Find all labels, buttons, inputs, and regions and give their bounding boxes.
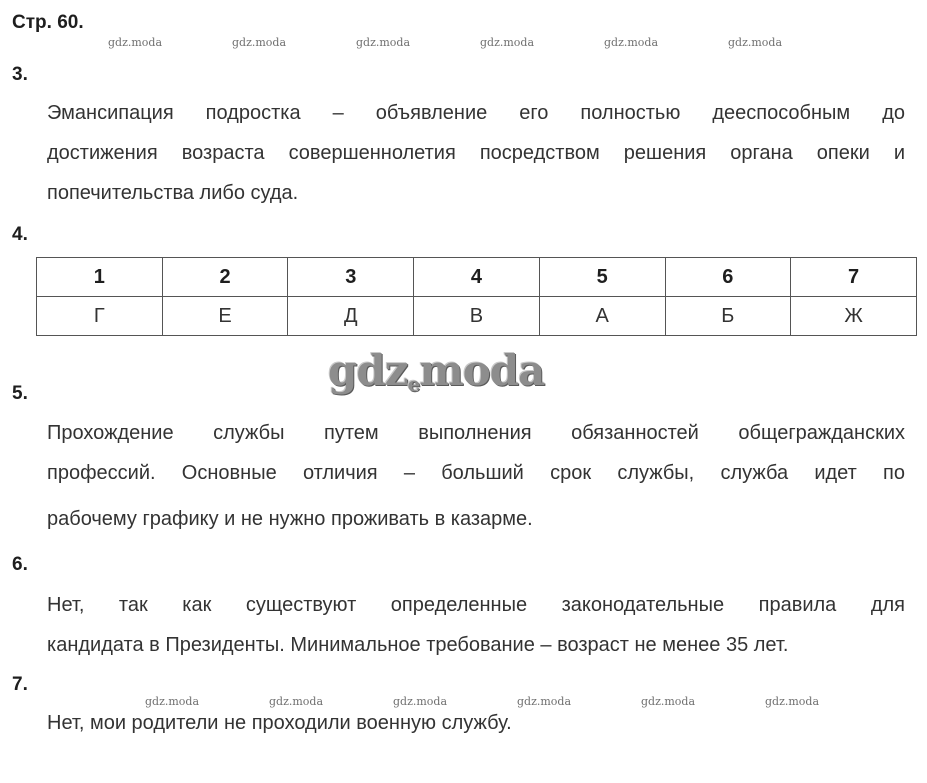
table-header-cell: 4 bbox=[414, 258, 540, 297]
watermark-logo bbox=[328, 346, 544, 396]
watermark-text: gdz.moda bbox=[356, 36, 411, 49]
answer-line: рабочему графику и не нужно проживать в казарме. bbox=[47, 508, 533, 530]
watermark-text: gdz.moda bbox=[108, 36, 163, 49]
table-cell: Е bbox=[162, 297, 288, 336]
watermark-text: gdz.moda bbox=[765, 695, 820, 708]
watermark-text: gdz.moda bbox=[232, 36, 287, 49]
answer-paragraph bbox=[47, 93, 905, 213]
question-number: 5. bbox=[12, 383, 28, 404]
table-cell: Ж bbox=[791, 297, 917, 336]
table-row bbox=[37, 297, 917, 336]
question-number: 6. bbox=[12, 554, 28, 575]
answer-line: Эмансипация подростка – объявление его полностью дееспособным до bbox=[47, 102, 905, 124]
table-header-row bbox=[37, 258, 917, 297]
table-cell: В bbox=[414, 297, 540, 336]
table-header-cell: 2 bbox=[162, 258, 288, 297]
answer-paragraph bbox=[47, 585, 905, 665]
watermark-logo-separator: e bbox=[407, 372, 420, 396]
watermark-text: gdz.moda bbox=[145, 695, 200, 708]
table-cell: А bbox=[539, 297, 665, 336]
table-header-cell: 7 bbox=[791, 258, 917, 297]
watermark-text: gdz.moda bbox=[728, 36, 783, 49]
answer-line: профессий. Основные отличия – больший срок службы, служба идет по bbox=[47, 462, 905, 484]
watermark-text: gdz.moda bbox=[604, 36, 659, 49]
watermark-text: gdz.moda bbox=[517, 695, 572, 708]
watermark-row-top bbox=[0, 36, 927, 50]
watermark-text: gdz.moda bbox=[269, 695, 324, 708]
answer-line: Нет, так как существуют определенные законодательные правила для bbox=[47, 594, 905, 616]
table-cell: Б bbox=[665, 297, 791, 336]
answer-table bbox=[36, 257, 917, 336]
answer-line: достижения возраста совершеннолетия посредством решения органа опеки и bbox=[47, 142, 905, 164]
answer-line: попечительства либо суда. bbox=[47, 182, 299, 204]
answer-line: Прохождение службы путем выполнения обязанностей общегражданских bbox=[47, 422, 905, 444]
watermark-logo-right: moda bbox=[419, 346, 545, 395]
watermark-logo-left: gdz bbox=[328, 346, 408, 395]
question-number: 3. bbox=[12, 64, 28, 85]
table-header-cell: 1 bbox=[37, 258, 163, 297]
watermark-text: gdz.moda bbox=[480, 36, 535, 49]
answer-line: Нет, мои родители не проходили военную службу. bbox=[47, 712, 512, 734]
table-header-cell: 3 bbox=[288, 258, 414, 297]
watermark-text: gdz.moda bbox=[641, 695, 696, 708]
answer-paragraph bbox=[47, 413, 905, 539]
watermark-text: gdz.moda bbox=[393, 695, 448, 708]
question-number: 7. bbox=[12, 674, 28, 695]
table-header-cell: 5 bbox=[539, 258, 665, 297]
table-header-cell: 6 bbox=[665, 258, 791, 297]
question-number: 4. bbox=[12, 224, 28, 245]
table-cell: Д bbox=[288, 297, 414, 336]
table-cell: Г bbox=[37, 297, 163, 336]
answer-line: кандидата в Президенты. Минимальное требование – возраст не менее 35 лет. bbox=[47, 634, 789, 656]
answer-paragraph bbox=[47, 703, 905, 743]
page-title: Стр. 60. bbox=[12, 12, 84, 33]
